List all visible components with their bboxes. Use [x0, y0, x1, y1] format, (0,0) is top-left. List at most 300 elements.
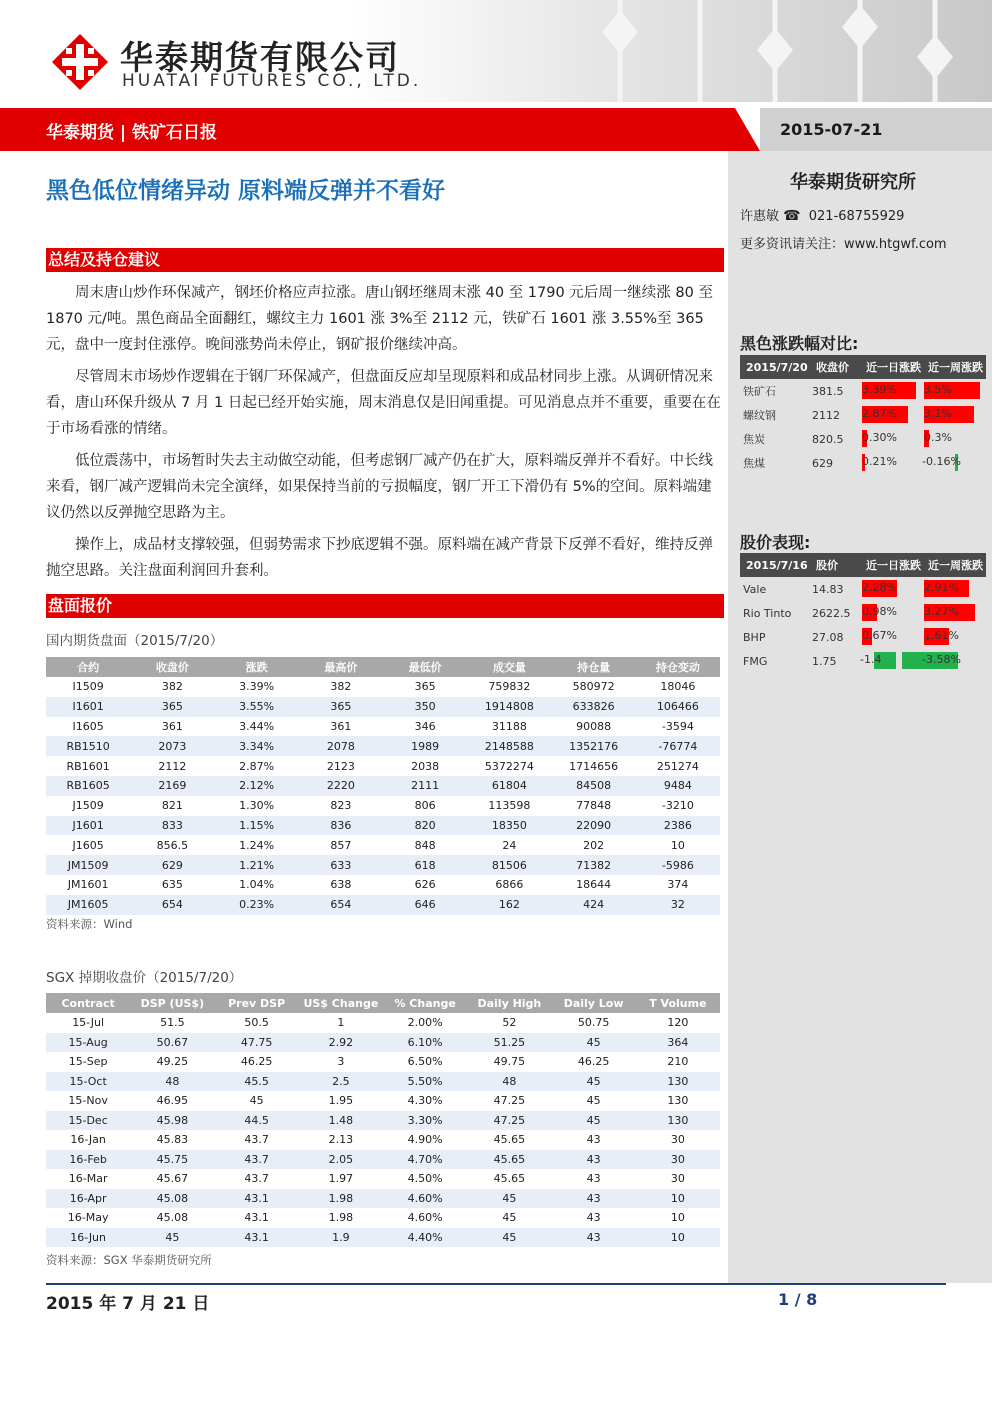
table-cell: -3210	[636, 796, 720, 816]
row-name: 焦煤	[743, 457, 765, 470]
sgx-row	[46, 1189, 720, 1209]
table-cell: 350	[383, 697, 467, 717]
summary-paragraph: 周末唐山炒作环保减产，钢坯价格应声拉涨。唐山钢坯继周末涨 40 至 1790 元后周一继续涨 80 至 1870 元/吨。黑色商品全面翻红，螺纹主力 1601 涨 3%至 2112 元，铁矿石 1601 涨 3.55%至 365 元，盘中一度封住涨停。晚间涨势尚未停止，钢矿报价继续冲高。	[46, 285, 713, 353]
table-cell: 30	[636, 1130, 720, 1150]
summary-paragraph: 操作上，成品材支撑较强，但弱势需求下抄底逻辑不强。原料端在减产背景下反弹不看好，维持反弹抛空思路。关注盘面利润回升套利。	[46, 537, 713, 579]
table-cell: 3.44%	[215, 717, 299, 737]
table-cell: 1.98	[299, 1208, 383, 1228]
table-cell: 382	[130, 677, 214, 697]
table-cell: 251274	[636, 756, 720, 776]
banner-title: 华泰期货 | 铁矿石日报	[46, 123, 218, 143]
table-cell: 61804	[467, 776, 551, 796]
table-cell: 346	[383, 717, 467, 737]
table-cell: 857	[299, 835, 383, 855]
table-cell: I1509	[46, 677, 130, 697]
week-change-cell	[922, 451, 986, 475]
week-change-cell	[922, 601, 986, 625]
table-cell: 46.25	[552, 1052, 636, 1072]
quotes-section-title: 盘面报价	[46, 594, 724, 618]
table-cell: 365	[299, 697, 383, 717]
table-cell: 6866	[467, 875, 551, 895]
column-header: 收盘价	[810, 355, 860, 379]
table-cell: 45.75	[130, 1150, 214, 1170]
footer-date: 2015 年 7 月 21 日	[46, 1294, 210, 1314]
table-cell: 15-Dec	[46, 1111, 130, 1131]
sgx-table	[46, 993, 720, 1247]
table-cell: 90088	[552, 717, 636, 737]
table-cell: 4.30%	[383, 1091, 467, 1111]
quote-row	[46, 895, 720, 915]
table-cell: 1914808	[467, 697, 551, 717]
company-name-en: HUATAI FUTURES CO., LTD.	[122, 71, 422, 91]
table-cell: 10	[636, 1228, 720, 1248]
table-cell: 43	[552, 1189, 636, 1209]
summary-paragraph: 低位震荡中，市场暂时失去主动做空动能，但考虑钢厂减产仍在扩大，原料端反弹并不看好。中长线来看，钢厂减产逻辑尚未完全演绎，如果保持当前的亏损幅度，钢厂开工下滑仍有 5%的空间。原料端建议仍然以反弹抛空思路为主。	[46, 453, 713, 521]
table-cell: 49.25	[130, 1052, 214, 1072]
table-cell: 15-Oct	[46, 1072, 130, 1092]
week-change-label: 3.5%	[924, 383, 952, 396]
table-cell: 823	[299, 796, 383, 816]
table-cell: 43	[552, 1150, 636, 1170]
sgx-row	[46, 1072, 720, 1092]
table-cell: 16-Feb	[46, 1150, 130, 1170]
table-cell: 638	[299, 875, 383, 895]
table-cell: 2123	[299, 756, 383, 776]
table-cell: 2148588	[467, 736, 551, 756]
table-cell: -5986	[636, 855, 720, 875]
table-cell: 16-Apr	[46, 1189, 130, 1209]
table-cell: JM1509	[46, 855, 130, 875]
table-cell: 43.7	[215, 1130, 299, 1150]
table-cell: 2038	[383, 756, 467, 776]
table-cell: 1.21%	[215, 855, 299, 875]
quotes-caption: 国内期货盘面（2015/7/20）	[46, 633, 224, 649]
table-cell: 3.30%	[383, 1111, 467, 1131]
table-cell: I1601	[46, 697, 130, 717]
row-name: 铁矿石	[743, 385, 776, 398]
table-cell: 130	[636, 1091, 720, 1111]
table-cell: 424	[552, 895, 636, 915]
table-cell: 106466	[636, 697, 720, 717]
table-cell: -3594	[636, 717, 720, 737]
row-value: 629	[812, 456, 833, 470]
quote-row	[46, 677, 720, 697]
row-value: 14.83	[812, 582, 844, 596]
page-number: 1 / 8	[778, 1290, 818, 1309]
table-cell: 618	[383, 855, 467, 875]
table-cell: 43	[552, 1208, 636, 1228]
table-cell: 833	[130, 816, 214, 836]
table-cell: 30	[636, 1150, 720, 1170]
table-cell: 633	[299, 855, 383, 875]
analyst-contact	[740, 205, 904, 224]
table-cell: J1605	[46, 835, 130, 855]
sgx-row	[46, 1150, 720, 1170]
table-cell: 2.87%	[215, 756, 299, 776]
table-cell: 31188	[467, 717, 551, 737]
sgx-row	[46, 1228, 720, 1248]
table-cell: 2.12%	[215, 776, 299, 796]
table-cell: 820	[383, 816, 467, 836]
table-cell: -76774	[636, 736, 720, 756]
table-cell: 806	[383, 796, 467, 816]
column-header: Prev DSP	[215, 993, 299, 1013]
table-cell: 45.65	[467, 1169, 551, 1189]
table-cell: 1352176	[552, 736, 636, 756]
table-cell: 120	[636, 1013, 720, 1033]
sidebar-row	[740, 403, 986, 427]
day-change-label: 0.98%	[862, 605, 897, 618]
table-cell: 45	[130, 1228, 214, 1248]
table-cell: 10	[636, 1208, 720, 1228]
huatai-logo-icon	[52, 34, 108, 90]
column-header: Daily Low	[552, 993, 636, 1013]
day-change-label: 3.39%	[862, 383, 897, 396]
institute-name: 华泰期货研究所	[790, 172, 916, 193]
table-cell: 10	[636, 1189, 720, 1209]
column-header: DSP (US$)	[130, 993, 214, 1013]
table-cell: J1601	[46, 816, 130, 836]
column-header: 股价	[810, 553, 860, 577]
table-cell: 2220	[299, 776, 383, 796]
week-change-cell	[922, 649, 986, 673]
table-cell: 77848	[552, 796, 636, 816]
table-cell: 45.67	[130, 1169, 214, 1189]
table-cell: 15-Nov	[46, 1091, 130, 1111]
company-name-cn: 华泰期货有限公司	[120, 38, 400, 77]
table-cell: 2386	[636, 816, 720, 836]
table-cell: 3.55%	[215, 697, 299, 717]
table-cell: 16-Jun	[46, 1228, 130, 1248]
table-cell: 18350	[467, 816, 551, 836]
table-cell: 15-Sep	[46, 1052, 130, 1072]
sidebar-row	[740, 451, 986, 475]
table-cell: 43.1	[215, 1189, 299, 1209]
table-cell: 2.05	[299, 1150, 383, 1170]
table-cell: 2111	[383, 776, 467, 796]
row-name: 焦炭	[743, 433, 765, 446]
table-cell: 1989	[383, 736, 467, 756]
week-change-cell	[922, 625, 986, 649]
row-name: 螺纹钢	[743, 409, 776, 422]
table-cell: 3.39%	[215, 677, 299, 697]
table-cell: 848	[383, 835, 467, 855]
table-cell: 32	[636, 895, 720, 915]
column-header: 最高价	[299, 657, 383, 677]
stocks-header-row	[740, 553, 986, 577]
day-change-cell	[860, 577, 922, 601]
stocks-title: 股价表现:	[740, 533, 811, 552]
sgx-row	[46, 1208, 720, 1228]
table-cell: 43.7	[215, 1169, 299, 1189]
column-header: 2015/7/20	[740, 355, 810, 379]
table-cell: J1509	[46, 796, 130, 816]
table-cell: 43.7	[215, 1150, 299, 1170]
table-cell: 382	[299, 677, 383, 697]
table-cell: 22090	[552, 816, 636, 836]
row-name: Rio Tinto	[743, 606, 792, 620]
stocks-table	[740, 553, 986, 673]
row-name: BHP	[743, 630, 766, 644]
table-cell: 1.97	[299, 1169, 383, 1189]
column-header: 成交量	[467, 657, 551, 677]
table-cell: 45	[467, 1208, 551, 1228]
sgx-caption: SGX 掉期收盘价（2015/7/20）	[46, 970, 243, 986]
table-cell: 635	[130, 875, 214, 895]
table-cell: 46.95	[130, 1091, 214, 1111]
table-cell: 18644	[552, 875, 636, 895]
table-cell: 113598	[467, 796, 551, 816]
table-cell: 4.60%	[383, 1208, 467, 1228]
week-change-cell	[922, 427, 986, 451]
week-change-label: 1.61%	[924, 629, 959, 642]
day-change-cell	[860, 601, 922, 625]
quote-row	[46, 756, 720, 776]
summary-section-title: 总结及持仓建议	[46, 248, 724, 272]
day-change-label: 0.30%	[862, 431, 897, 444]
table-cell: 364	[636, 1033, 720, 1053]
table-cell: 51.5	[130, 1013, 214, 1033]
table-cell: 45.08	[130, 1189, 214, 1209]
table-cell: 1714656	[552, 756, 636, 776]
table-cell: 43	[552, 1228, 636, 1248]
column-header: 近一日涨跌	[860, 553, 922, 577]
table-cell: 45	[552, 1111, 636, 1131]
row-value: 820.5	[812, 432, 844, 446]
table-cell: 6.50%	[383, 1052, 467, 1072]
table-cell: 4.90%	[383, 1130, 467, 1150]
column-header: 最低价	[383, 657, 467, 677]
sgx-row	[46, 1169, 720, 1189]
quote-row	[46, 816, 720, 836]
week-change-cell	[922, 379, 986, 403]
phone-icon: ☎	[783, 208, 801, 224]
table-cell: JM1601	[46, 875, 130, 895]
day-change-cell	[860, 403, 922, 427]
sidebar-row	[740, 379, 986, 403]
table-cell: 202	[552, 835, 636, 855]
day-change-label: 0.67%	[862, 629, 897, 642]
headline: 黑色低位情绪异动 原料端反弹并不看好	[46, 178, 446, 204]
day-change-label: 2.28%	[862, 581, 897, 594]
table-cell: 45	[467, 1228, 551, 1248]
table-cell: 0.23%	[215, 895, 299, 915]
table-cell: 46.25	[215, 1052, 299, 1072]
table-cell: 361	[130, 717, 214, 737]
column-header: US$ Change	[299, 993, 383, 1013]
column-header: Daily High	[467, 993, 551, 1013]
table-cell: 836	[299, 816, 383, 836]
column-header: 持仓变动	[636, 657, 720, 677]
table-cell: 6.10%	[383, 1033, 467, 1053]
table-cell: 3	[299, 1052, 383, 1072]
table-cell: 1.95	[299, 1091, 383, 1111]
table-cell: 45	[552, 1033, 636, 1053]
quotes-source: 资料来源：Wind	[46, 917, 133, 931]
column-header: 收盘价	[130, 657, 214, 677]
column-header: 合约	[46, 657, 130, 677]
compare-title: 黑色涨跌幅对比:	[740, 334, 859, 353]
table-cell: 2112	[130, 756, 214, 776]
day-change-label: -1.4	[860, 653, 882, 666]
table-cell: 48	[467, 1072, 551, 1092]
table-cell: 45	[467, 1189, 551, 1209]
week-change-label: 0.3%	[924, 431, 952, 444]
table-cell: 2.5	[299, 1072, 383, 1092]
table-cell: 2.92	[299, 1033, 383, 1053]
row-value: 2112	[812, 408, 840, 422]
table-cell: 646	[383, 895, 467, 915]
quote-row	[46, 717, 720, 737]
sidebar-row	[740, 601, 986, 625]
quote-row	[46, 697, 720, 717]
quote-row	[46, 736, 720, 756]
table-cell: 4.60%	[383, 1189, 467, 1209]
table-cell: 81506	[467, 855, 551, 875]
table-cell: RB1605	[46, 776, 130, 796]
table-cell: 16-Mar	[46, 1169, 130, 1189]
table-cell: 3.34%	[215, 736, 299, 756]
compare-table	[740, 355, 986, 475]
week-change-label: -3.58%	[922, 653, 961, 666]
table-cell: 45	[552, 1091, 636, 1111]
table-cell: 45.08	[130, 1208, 214, 1228]
table-cell: 633826	[552, 697, 636, 717]
quote-row	[46, 855, 720, 875]
quotes-header-row	[46, 657, 720, 677]
day-change-cell	[860, 427, 922, 451]
week-change-label: 2.91%	[924, 581, 959, 594]
table-cell: 16-May	[46, 1208, 130, 1228]
table-cell: 629	[130, 855, 214, 875]
table-cell: 821	[130, 796, 214, 816]
row-value: 2622.5	[812, 606, 851, 620]
sgx-row	[46, 1130, 720, 1150]
column-header: T Volume	[636, 993, 720, 1013]
row-name: Vale	[743, 582, 767, 596]
table-cell: 47.25	[467, 1111, 551, 1131]
table-cell: RB1510	[46, 736, 130, 756]
table-cell: 1	[299, 1013, 383, 1033]
week-change-label: 3.1%	[924, 407, 952, 420]
table-cell: 30	[636, 1169, 720, 1189]
compare-header-row	[740, 355, 986, 379]
table-cell: 45	[552, 1072, 636, 1092]
column-header: 近一日涨跌	[860, 355, 922, 379]
table-cell: 51.25	[467, 1033, 551, 1053]
table-cell: 44.5	[215, 1111, 299, 1131]
table-cell: RB1601	[46, 756, 130, 776]
table-cell: 50.67	[130, 1033, 214, 1053]
table-cell: 1.30%	[215, 796, 299, 816]
table-cell: 130	[636, 1072, 720, 1092]
quote-row	[46, 776, 720, 796]
table-cell: 5372274	[467, 756, 551, 776]
table-cell: 50.75	[552, 1013, 636, 1033]
week-change-label: -0.16%	[922, 455, 961, 468]
quote-row	[46, 796, 720, 816]
table-cell: JM1605	[46, 895, 130, 915]
table-cell: 52	[467, 1013, 551, 1033]
table-cell: 1.9	[299, 1228, 383, 1248]
table-cell: 1.15%	[215, 816, 299, 836]
quote-row	[46, 875, 720, 895]
table-cell: 9484	[636, 776, 720, 796]
table-cell: 47.25	[467, 1091, 551, 1111]
sgx-row	[46, 1033, 720, 1053]
column-header: 近一周涨跌	[922, 355, 986, 379]
sgx-source: 资料来源：SGX 华泰期货研究所	[46, 1253, 212, 1267]
table-cell: 15-Aug	[46, 1033, 130, 1053]
table-cell: 24	[467, 835, 551, 855]
row-value: 27.08	[812, 630, 844, 644]
table-cell: 45.83	[130, 1130, 214, 1150]
table-cell: 47.75	[215, 1033, 299, 1053]
row-value: 381.5	[812, 384, 844, 398]
table-cell: 2078	[299, 736, 383, 756]
table-cell: 50.5	[215, 1013, 299, 1033]
sgx-row	[46, 1013, 720, 1033]
table-cell: 18046	[636, 677, 720, 697]
table-cell: 2.13	[299, 1130, 383, 1150]
day-change-cell	[860, 625, 922, 649]
analyst-name: 许惠敏	[740, 209, 780, 224]
day-change-label: 2.87%	[862, 407, 897, 420]
table-cell: 16-Jan	[46, 1130, 130, 1150]
table-cell: 45.5	[215, 1072, 299, 1092]
table-cell: 84508	[552, 776, 636, 796]
column-header: 涨跌	[215, 657, 299, 677]
sgx-row	[46, 1111, 720, 1131]
sgx-row	[46, 1052, 720, 1072]
stocks-table-wrap	[740, 553, 986, 673]
table-cell: 626	[383, 875, 467, 895]
sidebar-row	[740, 649, 986, 673]
sgx-row	[46, 1091, 720, 1111]
table-cell: 43	[552, 1169, 636, 1189]
table-cell: 856.5	[130, 835, 214, 855]
table-cell: 71382	[552, 855, 636, 875]
more-info-link[interactable]: 更多资讯请关注：www.htgwf.com	[740, 237, 947, 252]
week-change-label: 3.27%	[924, 605, 959, 618]
table-cell: 43.1	[215, 1208, 299, 1228]
table-cell: 2169	[130, 776, 214, 796]
week-change-cell	[922, 403, 986, 427]
table-cell: 4.40%	[383, 1228, 467, 1248]
table-cell: 15-Jul	[46, 1013, 130, 1033]
quote-row	[46, 835, 720, 855]
row-value: 1.75	[812, 654, 837, 668]
table-cell: 45.98	[130, 1111, 214, 1131]
table-cell: 43.1	[215, 1228, 299, 1248]
table-cell: 365	[130, 697, 214, 717]
summary-text	[46, 280, 722, 590]
table-cell: 4.70%	[383, 1150, 467, 1170]
table-cell: 5.50%	[383, 1072, 467, 1092]
sidebar-background	[728, 151, 992, 1283]
table-cell: I1605	[46, 717, 130, 737]
analyst-phone: 021-68755929	[808, 209, 905, 224]
table-cell: 759832	[467, 677, 551, 697]
sidebar-row	[740, 625, 986, 649]
table-cell: 1.48	[299, 1111, 383, 1131]
table-cell: 654	[299, 895, 383, 915]
table-cell: 210	[636, 1052, 720, 1072]
day-change-label: 0.21%	[862, 455, 897, 468]
column-header: Contract	[46, 993, 130, 1013]
column-header: 2015/7/16	[740, 553, 810, 577]
table-cell: 43	[552, 1130, 636, 1150]
